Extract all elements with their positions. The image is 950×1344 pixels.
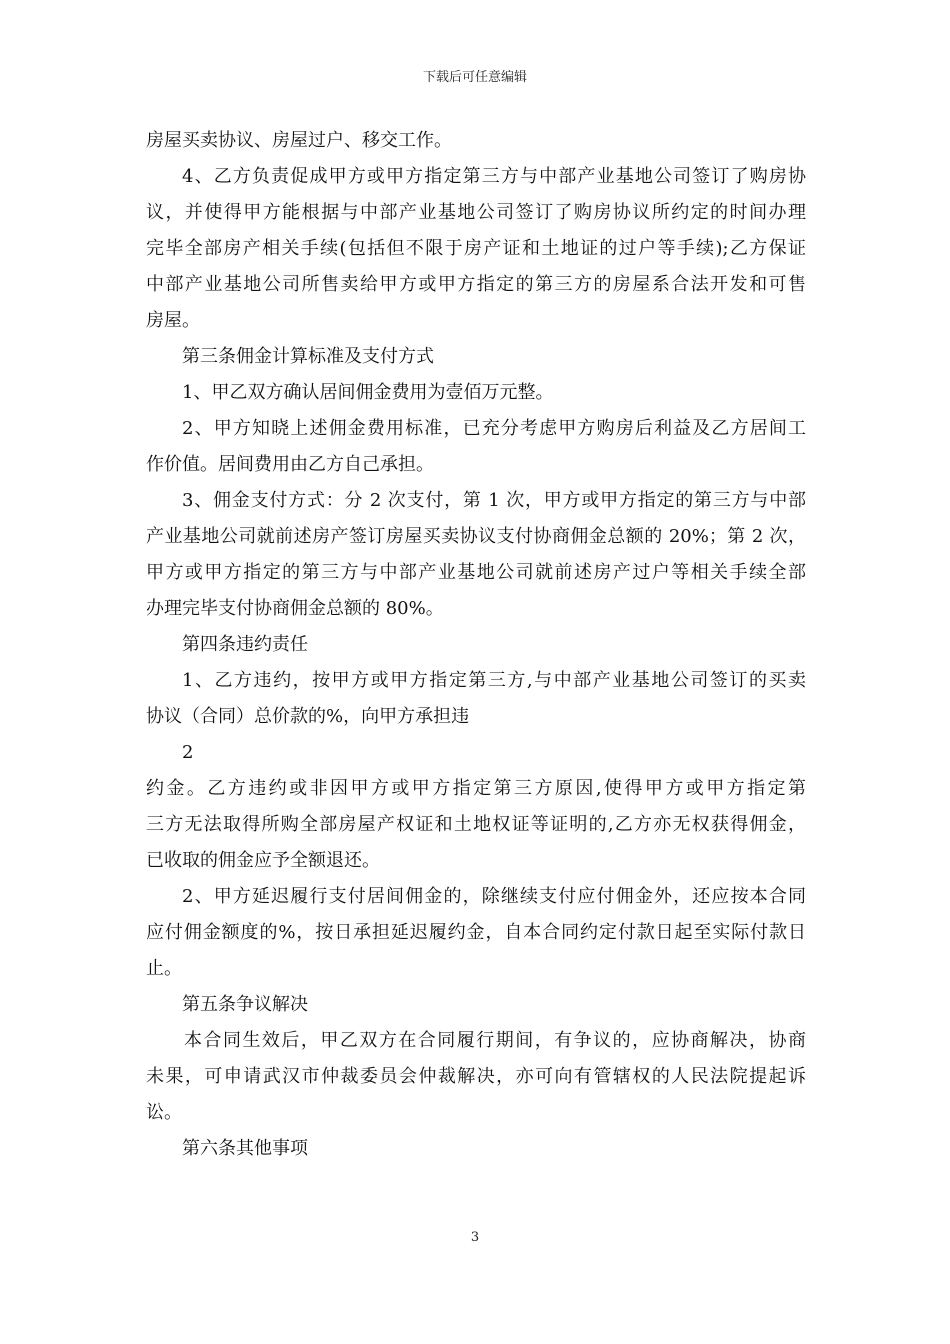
section-heading: 第三条佣金计算标准及支付方式 [182,346,434,367]
text-line: 已收取的佣金应予全额退还。 [146,850,380,871]
text-line: 未果，可申请武汉市仲裁委员会仲裁解决，亦可向有管辖权的人民法院提起诉 [146,1066,806,1087]
text-line: 办理完毕支付协商佣金总额的 80%。 [146,598,444,619]
text-line: 约金。乙方违约或非因甲方或甲方指定第三方原因,使得甲方或甲方指定第 [146,778,806,799]
text-line: 止。 [146,958,182,979]
section-heading: 第五条争议解决 [182,994,308,1015]
inline-page-number: 2 [182,742,194,763]
text-line: 3、佣金支付方式：分 2 次支付，第 1 次，甲方或甲方指定的第三方与中部 [182,490,806,511]
text-line: 本合同生效后，甲乙双方在合同履行期间，有争议的，应协商解决，协商 [184,1030,806,1051]
document-body [146,123,806,1167]
text-line: 1、乙方违约，按甲方或甲方指定第三方,与中部产业基地公司签订的买卖 [182,670,806,691]
text-line: 作价值。居间费用由乙方自己承担。 [146,454,434,475]
text-line: 房屋。 [146,310,200,331]
text-line: 协议（合同）总价款的%，向甲方承担违 [146,706,470,727]
text-line: 4、乙方负责促成甲方或甲方指定第三方与中部产业基地公司签订了购房协 [182,166,806,187]
text-line: 应付佣金额度的%，按日承担延迟履约金，自本合同约定付款日起至实际付款日 [146,922,806,943]
text-line: 产业基地公司就前述房产签订房屋买卖协议支付协商佣金总额的 20%；第 2 次， [146,526,806,547]
text-line: 中部产业基地公司所售卖给甲方或甲方指定的第三方的房屋系合法开发和可售 [146,274,806,295]
text-line: 房屋买卖协议、房屋过户、移交工作。 [146,130,452,151]
page-number: 3 [470,1230,480,1245]
text-line: 议，并使得甲方能根据与中部产业基地公司签订了购房协议所约定的时间办理 [146,202,806,223]
text-line: 1、甲乙双方确认居间佣金费用为壹佰万元整。 [182,382,554,403]
text-line: 完毕全部房产相关手续(包括但不限于房产证和土地证的过户等手续);乙方保证 [146,238,806,259]
text-line: 2、甲方知晓上述佣金费用标准，已充分考虑甲方购房后利益及乙方居间工 [182,418,806,439]
text-line: 三方无法取得所购全部房屋产权证和土地权证等证明的,乙方亦无权获得佣金， [146,814,806,835]
text-line: 甲方或甲方指定的第三方与中部产业基地公司就前述房产过户等相关手续全部 [146,562,806,583]
section-heading: 第四条违约责任 [182,634,308,655]
page-header: 下载后可任意编辑 [422,70,527,85]
section-heading: 第六条其他事项 [182,1138,308,1159]
text-line: 2、甲方延迟履行支付居间佣金的，除继续支付应付佣金外，还应按本合同 [182,886,806,907]
text-line: 讼。 [146,1102,182,1123]
